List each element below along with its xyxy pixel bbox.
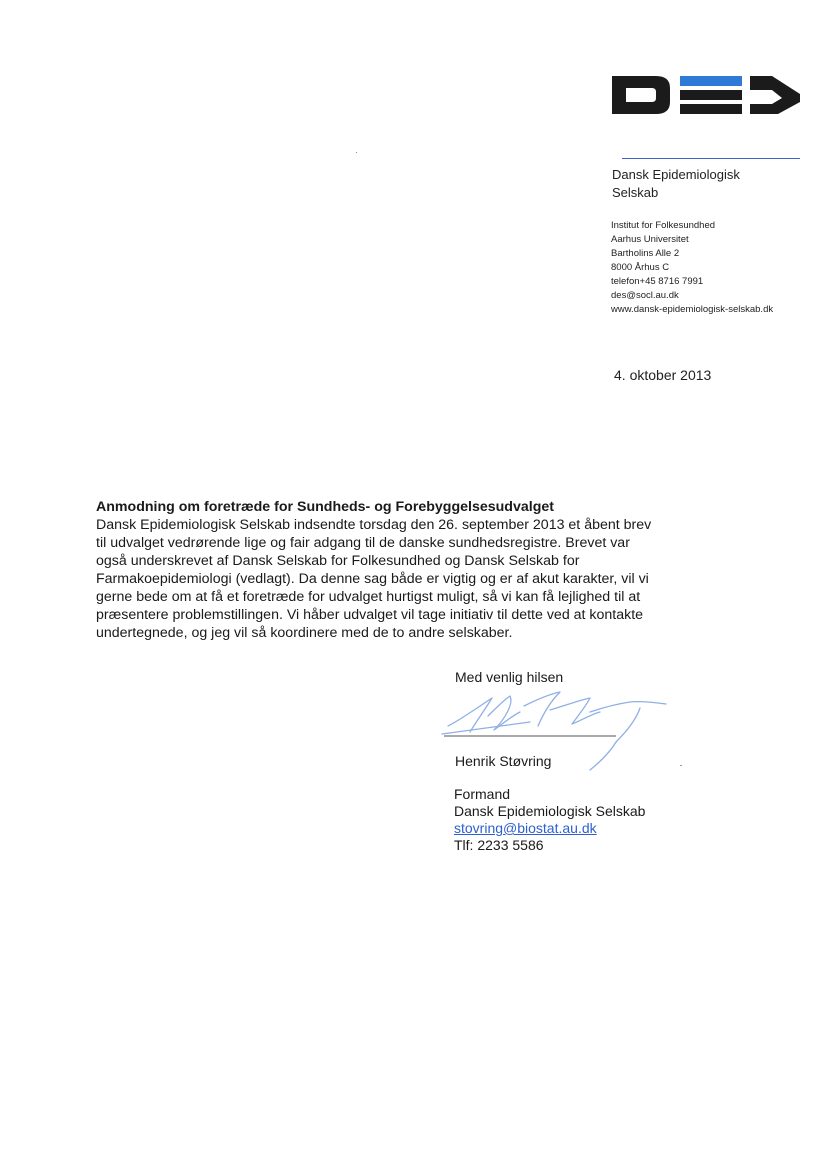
logo-e-bottom-bar [680, 104, 742, 114]
address-line: www.dansk-epidemiologisk-selskab.dk [611, 304, 774, 315]
closing-salutation: Med venlig hilsen [455, 669, 564, 685]
address-line: Institut for Folkesundhed [611, 220, 716, 231]
signer-name: Henrik Støvring [455, 753, 552, 769]
logo-e-top-bar [680, 76, 742, 86]
body-line: gerne bede om at få et foretræde for udvalget hurtigst muligt, så vi kan få lejlighed til at [96, 589, 641, 605]
signer-title: Formand [454, 786, 511, 802]
body-line: også underskrevet af Dansk Selskab for Folkesundhed og Dansk Selskab for [96, 553, 580, 569]
letter-subject: Anmodning om foretræde for Sundheds- og Forebyggelsesudvalget [96, 499, 554, 515]
body-line: Farmakoepidemiologi (vedlagt). Da denne sag både er vigtig og er af akut karakter, vil vi [96, 571, 649, 587]
letter-date: 4. oktober 2013 [614, 367, 712, 383]
logo-letter-d [612, 76, 670, 114]
signer-phone: Tlf: 2233 5586 [454, 837, 544, 853]
logo-letter-s [750, 76, 800, 114]
signer-email-link[interactable]: stovring@biostat.au.dk [454, 820, 597, 836]
address-line: 8000 Århus C [611, 262, 670, 273]
signer-details [454, 786, 645, 854]
letter-content [96, 499, 736, 642]
address-block [611, 219, 826, 317]
logo-e-mid-bar [680, 90, 742, 100]
org-name-line: Selskab [612, 185, 659, 200]
org-name-line: Dansk Epidemiologisk [612, 167, 740, 182]
address-line: Aarhus Universitet [611, 234, 689, 245]
address-line: des@socl.au.dk [611, 290, 679, 301]
header-divider [622, 158, 800, 159]
scan-speck [356, 152, 357, 153]
address-line: telefon+45 8716 7991 [611, 276, 704, 287]
des-logo [612, 70, 802, 120]
body-line: til udvalget vedrørende lige og fair adgang til de danske sundhedsregistre. Brevet var [96, 535, 630, 551]
body-line: præsentere problemstillingen. Vi håber udvalget vil tage initiativ til dette ved at kontakte [96, 607, 644, 623]
body-line: Dansk Epidemiologisk Selskab indsendte torsdag den 26. september 2013 et åbent brev [96, 517, 652, 533]
signer-organization: Dansk Epidemiologisk Selskab [454, 803, 646, 819]
letter-body [96, 516, 736, 642]
address-line: Bartholins Alle 2 [611, 248, 680, 259]
header-org-name [612, 166, 812, 202]
body-line: undertegnede, og jeg vil så koordinere med de to andre selskaber. [96, 625, 513, 641]
scan-speck [680, 765, 682, 766]
des-logo-graphic [612, 70, 802, 120]
